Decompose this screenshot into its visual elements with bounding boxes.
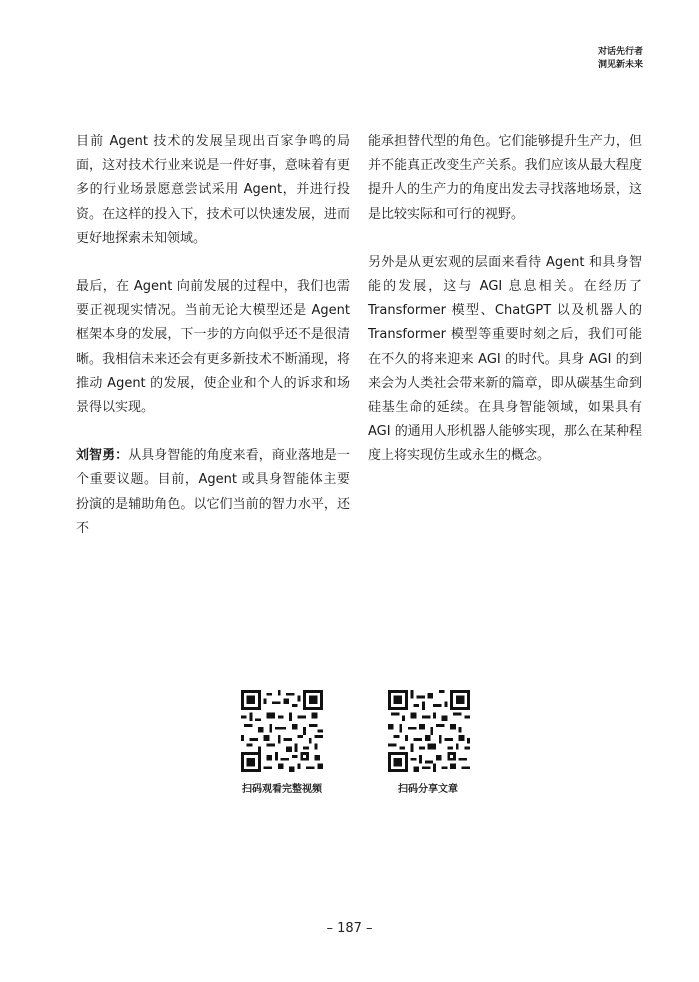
page-number: – 187 – — [326, 921, 373, 936]
running-header — [598, 46, 643, 72]
speaker-name: 刘智勇： — [76, 448, 129, 464]
paragraph: 目前 Agent 技术的发展呈现出百家争鸣的局面，这对技术行业来说是一件好事，意味着有更多的行业场景愿意尝试采用 Agent，并进行投资。在这样的投入下，技术可以快速发展，进而更好地探索未知领域。 — [76, 134, 350, 246]
qr-code-icon[interactable] — [388, 690, 470, 772]
qr-block-share[interactable] — [388, 690, 468, 795]
header-line-2: 洞见新未来 — [597, 60, 643, 70]
paragraph: 能承担替代型的角色。它们能够提升生产力，但并不能真正改变生产关系。我们应该从最大程度提升人的生产力的角度出发去寻找落地场景，这是比较实际和可行的视野。 — [368, 134, 642, 222]
left-column — [76, 130, 350, 565]
qr-caption: 扫码分享文章 — [398, 784, 458, 795]
qr-block-video[interactable] — [227, 690, 337, 795]
paragraph: 最后，在 Agent 向前发展的过程中，我们也需要正视现实情况。当前无论大模型还是 Agent 框架本身的发展，下一步的方向似乎还不是很清晰。我相信未来还会有更多新技术不断涌现，将推动 Agent 的发展，使企业和个人的诉求和场景得以实现。 — [76, 279, 350, 416]
paragraph-text: 从具身智能的角度来看，商业落地是一个重要议题。目前，Agent 或具身智能体主要扮演的是辅助角色。以它们当前的智力水平，还不 — [76, 448, 350, 536]
qr-code-icon[interactable] — [241, 690, 323, 772]
paragraph: 另外是从更宏观的层面来看待 Agent 和具身智能的发展，这与 AGI 息息相关。在经历了 Transformer 模型、ChatGPT 以及机器人的 Transformer 模型等重要时刻之后，我们可能在不久的将来迎来 AGI 的时代。具身 AGI 的到来会为人类社会带来新的篇章，即从碳基生命到硅基生命的延续。在具身智能领域，如果具有 AGI 的通用人形机器人能够实现，那么在某种程度上将实现仿生或永生的概念。 — [368, 254, 642, 464]
qr-caption: 扫码观看完整视频 — [242, 784, 322, 795]
right-column — [368, 130, 642, 493]
paragraph — [76, 444, 350, 541]
header-line-1: 对话先行者 — [597, 47, 643, 57]
